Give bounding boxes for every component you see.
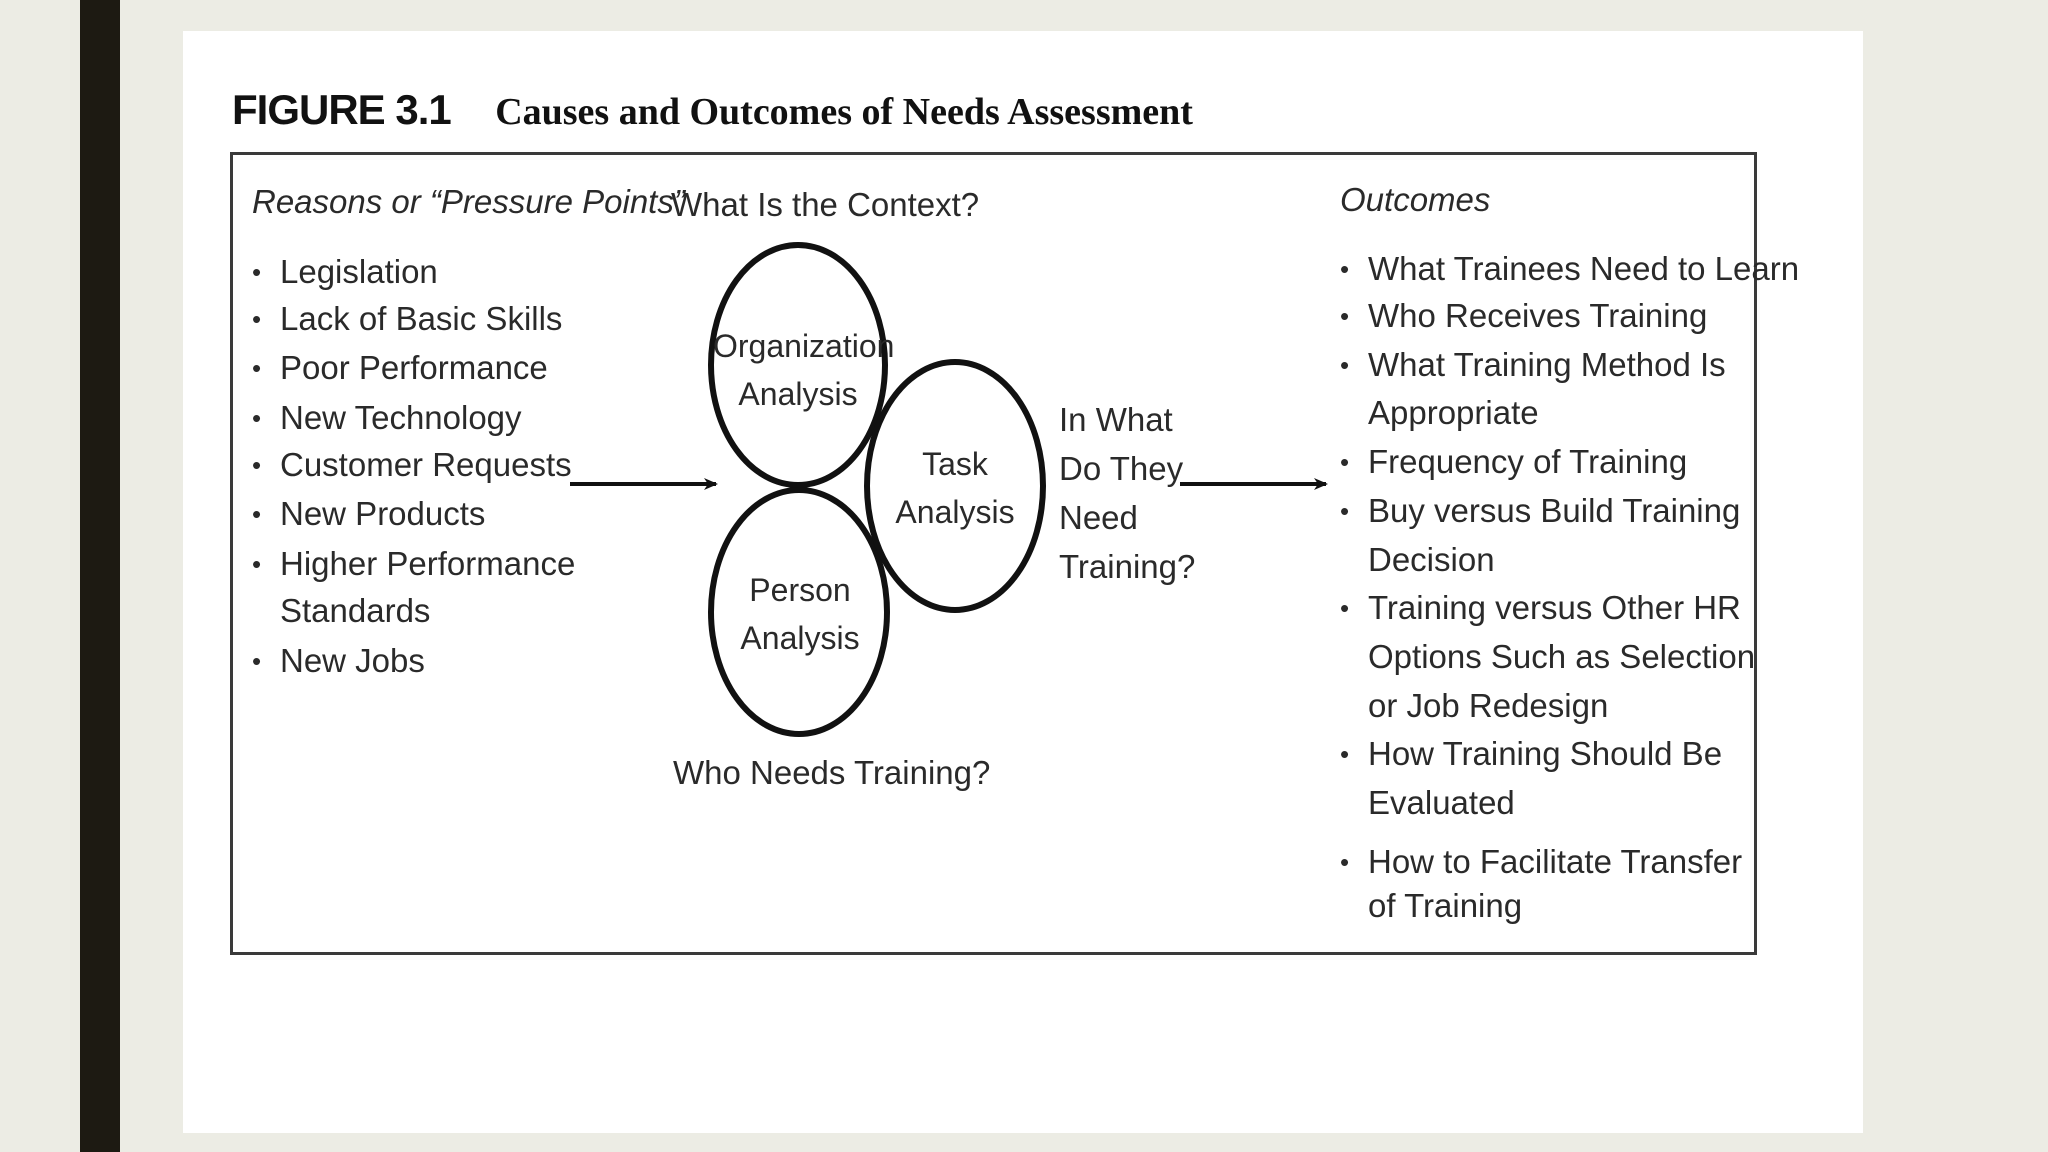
list-item-continuation: Standards: [280, 592, 431, 629]
who-needs-training-label: Who Needs Training?: [673, 754, 991, 791]
list-item: • Higher Performance: [280, 540, 575, 588]
reasons-heading: Reasons or “Pressure Points”: [252, 183, 685, 220]
list-item: • Who Receives Training: [1368, 292, 1707, 340]
person-analysis-label: Person Analysis: [740, 572, 860, 656]
list-item: • How to Facilitate Transfer: [1368, 838, 1742, 886]
list-item: • New Products: [280, 490, 485, 538]
list-item: • What Trainees Need to Learn: [1368, 245, 1799, 293]
bullet-icon: •: [252, 549, 262, 579]
task-analysis-label: Task Analysis: [895, 446, 1015, 530]
bullet-icon: •: [252, 499, 262, 529]
bullet-icon: •: [252, 353, 262, 383]
bullet-icon: •: [1340, 593, 1350, 623]
bullet-icon: •: [1340, 350, 1350, 380]
bullet-icon: •: [252, 257, 262, 287]
list-item: • New Jobs: [280, 637, 425, 685]
context-heading: What Is the Context?: [671, 186, 980, 223]
list-item: • New Technology: [280, 394, 522, 442]
bullet-icon: •: [252, 403, 262, 433]
bullet-icon: •: [252, 646, 262, 676]
bullet-icon: •: [1340, 739, 1350, 769]
list-item: • Poor Performance: [280, 344, 548, 392]
figure-caption: Causes and Outcomes of Needs Assessment: [495, 91, 1193, 133]
list-item: • Buy versus Build Training: [1368, 487, 1740, 535]
list-item-continuation: Decision: [1368, 541, 1495, 578]
list-item-continuation: Appropriate: [1368, 394, 1539, 431]
list-item: • Legislation: [280, 248, 438, 296]
bullet-icon: •: [1340, 447, 1350, 477]
list-item: • Lack of Basic Skills: [280, 295, 562, 343]
figure-label: FIGURE 3.1: [232, 86, 451, 133]
bullet-icon: •: [252, 450, 262, 480]
list-item: • How Training Should Be: [1368, 730, 1722, 778]
list-item: • What Training Method Is: [1368, 341, 1726, 389]
list-item-continuation: Evaluated: [1368, 784, 1515, 821]
bullet-icon: •: [252, 304, 262, 334]
list-item: • Training versus Other HR: [1368, 584, 1741, 632]
list-item-continuation: or Job Redesign: [1368, 687, 1609, 724]
outcomes-heading: Outcomes: [1340, 181, 1491, 218]
list-item: • Customer Requests: [280, 441, 572, 489]
bullet-icon: •: [1340, 847, 1350, 877]
in-what-label: In What Do They Need Training?: [1059, 401, 1196, 585]
bullet-icon: •: [1340, 254, 1350, 284]
list-item-continuation: of Training: [1368, 887, 1523, 924]
bullet-icon: •: [1340, 301, 1350, 331]
list-item-continuation: Options Such as Selection: [1368, 638, 1756, 675]
bullet-icon: •: [1340, 496, 1350, 526]
list-item: • Frequency of Training: [1368, 438, 1687, 486]
organization-analysis-label: Organization Analysis: [713, 328, 895, 412]
